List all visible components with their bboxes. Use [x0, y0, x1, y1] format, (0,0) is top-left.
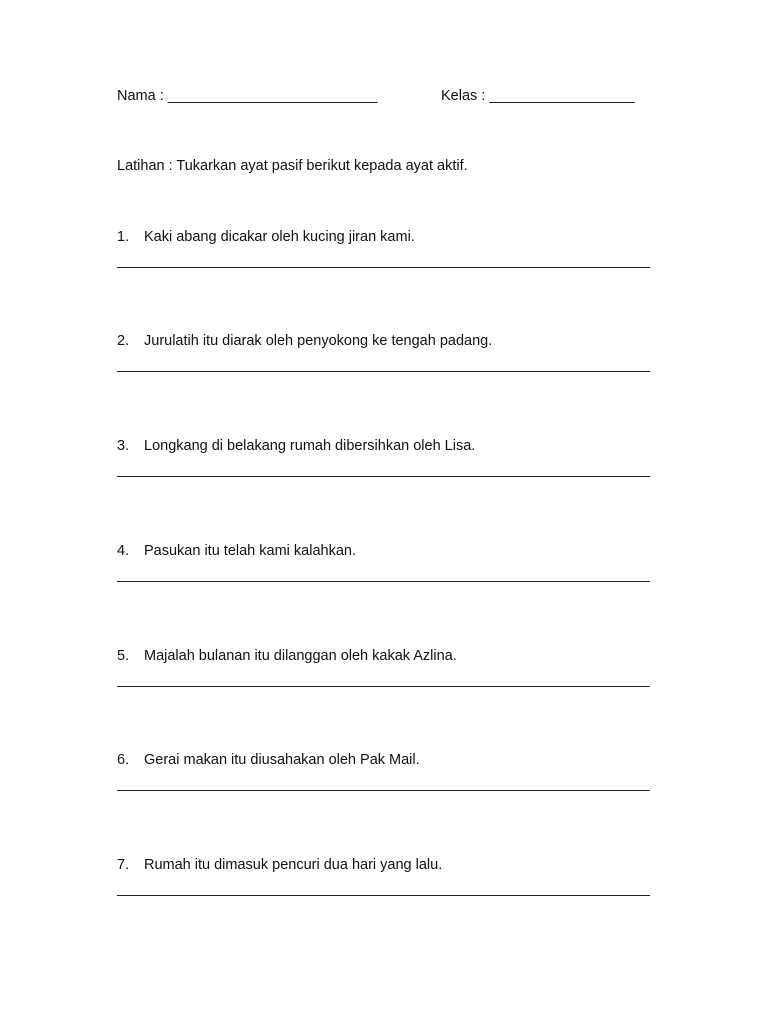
- question-number: 3.: [117, 438, 130, 454]
- question-text: Rumah itu dimasuk pencuri dua hari yang lalu.: [144, 857, 443, 873]
- question-item: [117, 228, 651, 288]
- question-number: 1.: [117, 229, 130, 245]
- answer-line: [117, 686, 650, 687]
- question-number: 5.: [117, 648, 130, 664]
- question-item: [117, 856, 651, 916]
- answer-line: [117, 895, 650, 896]
- question-number: 4.: [117, 543, 130, 559]
- question-text: Jurulatih itu diarak oleh penyokong ke tengah padang.: [144, 333, 493, 349]
- kelas-field-label: Kelas : __________________: [441, 88, 635, 104]
- question-text: Longkang di belakang rumah dibersihkan oleh Lisa.: [144, 438, 476, 454]
- question-text: Majalah bulanan itu dilanggan oleh kakak Azlina.: [144, 648, 457, 664]
- answer-line: [117, 581, 650, 582]
- answer-line: [117, 476, 650, 477]
- question-text: Gerai makan itu diusahakan oleh Pak Mail.: [144, 752, 420, 768]
- question-number: 6.: [117, 752, 130, 768]
- question-number: 2.: [117, 333, 130, 349]
- question-item: [117, 542, 651, 602]
- question-item: [117, 647, 651, 707]
- question-item: [117, 751, 651, 811]
- question-text: Pasukan itu telah kami kalahkan.: [144, 543, 356, 559]
- question-item: [117, 437, 651, 497]
- question-text: Kaki abang dicakar oleh kucing jiran kami.: [144, 229, 415, 245]
- answer-line: [117, 267, 650, 268]
- answer-line: [117, 371, 650, 372]
- question-item: [117, 332, 651, 392]
- exercise-instruction: Latihan : Tukarkan ayat pasif berikut kepada ayat aktif.: [117, 158, 468, 174]
- nama-field-label: Nama : __________________________: [117, 88, 378, 104]
- question-number: 7.: [117, 857, 130, 873]
- answer-line: [117, 790, 650, 791]
